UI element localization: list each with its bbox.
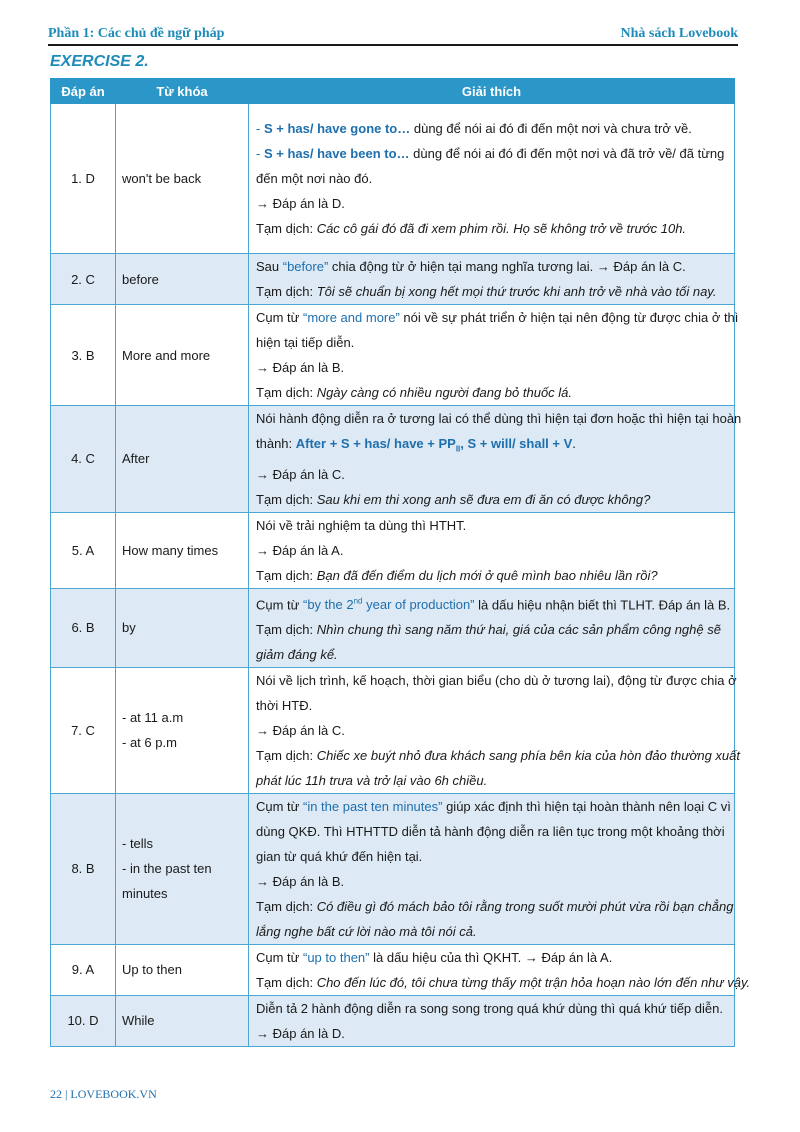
explanation-line [256, 330, 728, 355]
explanation-cell [249, 305, 739, 406]
text-run: . [572, 436, 576, 451]
text-run: nói về sự phát triển ở hiện tại nên động từ được chia ở thì [399, 310, 739, 325]
table-row [51, 305, 735, 406]
explanation-line [256, 768, 728, 793]
table-row [51, 512, 735, 588]
explanation-line [256, 538, 728, 563]
text-run: gian từ quá khứ đến hiện tại. [256, 848, 423, 864]
text-run: “up to then” [303, 949, 370, 965]
text-run: → Đáp án là D. [256, 1025, 345, 1041]
explanation-line [256, 380, 728, 405]
text-run: Sau khi em thi xong anh sẽ đưa em đi ăn có được không? [316, 491, 651, 507]
explanation-cell [249, 406, 742, 513]
text-run: dùng QKĐ. Thì HTHTTD diễn tả hành động diễn ra liên tục trong một khoảng thời [256, 823, 725, 839]
explanation-line [256, 563, 728, 588]
header-explanation: Giải thích [249, 79, 735, 104]
text-run: hiện tại tiếp diễn. [256, 335, 355, 350]
text-run: Tạm dịch: [256, 284, 317, 299]
section-title: Phần 1: Các chủ đề ngữ pháp [48, 26, 225, 41]
explanation-line [256, 919, 728, 944]
text-run: Nói về lịch trình, kế hoạch, thời gian biểu (cho dù ở tương lai), động từ được chia ở [256, 672, 737, 688]
text-run: lắng nghe bất cứ lời nào mà tôi nói cả. [256, 923, 477, 939]
answer-cell: 1. D [51, 104, 116, 254]
table-row [51, 995, 735, 1046]
table-row [51, 588, 735, 667]
keyword-cell [116, 512, 249, 588]
keyword-cell [116, 588, 249, 667]
text-run: thành: [256, 436, 296, 451]
explanation-line [256, 355, 728, 380]
text-run: Tạm dịch: [256, 898, 317, 914]
explanation-line [256, 617, 728, 642]
answer-cell: 6. B [51, 588, 116, 667]
text-run: Tạm dịch: [256, 221, 317, 236]
explanation-line [256, 431, 728, 462]
explanation-line [256, 970, 751, 995]
text-run: dùng để nói ai đó đi đến một nơi và chưa trở về. [410, 121, 692, 136]
answer-cell: 8. B [51, 793, 116, 944]
explanation-line [256, 487, 728, 512]
explanation-cell [249, 104, 735, 254]
text-run: Cụm từ [256, 310, 303, 325]
text-run: After + S + has/ have + $PP_{II}$, S + will/ shall + V [295, 436, 573, 454]
explanation-cell [249, 588, 735, 667]
explanation-line [256, 996, 728, 1021]
explanation-line [256, 743, 740, 768]
text-run: Tạm dịch: [256, 385, 317, 400]
explanation-cell [249, 995, 735, 1046]
text-run: “more and more” [303, 310, 400, 325]
text-run: Tạm dịch: [256, 567, 317, 583]
explanation-cell [249, 512, 735, 588]
explanation-line [256, 254, 728, 279]
keyword-line: minutes [122, 886, 168, 902]
text-run: “in the past ten minutes” [303, 798, 443, 814]
text-run: Nói hành động diễn ra ở tương lai có thể dùng thì hiện tại đơn hoặc thì hiện tại hoàn [256, 411, 742, 426]
keyword-line: won't be back [122, 171, 202, 186]
explanation-line [256, 844, 728, 869]
keyword-cell [116, 104, 249, 254]
answer-cell: 10. D [51, 995, 116, 1046]
keyword-cell [116, 793, 249, 944]
text-run: phát lúc 11h trưa và trở lại vào 6h chiều. [256, 772, 488, 788]
explanation-line [256, 945, 728, 970]
text-run: “before” [282, 259, 329, 274]
text-run: Tôi sẽ chuẩn bị xong hết mọi thứ trước khi anh trở về nhà vào tối nay. [316, 284, 717, 299]
answer-cell: 7. C [51, 667, 116, 793]
text-run: chia động từ ở hiện tại mang nghĩa tương lai. → Đáp án là C. [328, 259, 686, 274]
answer-table [50, 78, 751, 1047]
text-run: Tạm dịch: [256, 747, 317, 763]
keyword-line: After [122, 451, 150, 467]
explanation-cell [249, 944, 751, 995]
explanation-cell [249, 667, 740, 793]
text-run: dùng để nói ai đó đi đến một nơi và đã trở về/ đã từng [409, 146, 725, 161]
text-run: - [256, 121, 264, 136]
text-run: Tạm dịch: [256, 974, 317, 990]
text-run: là dấu hiệu nhận biết thì TLHT. Đáp án là B. [474, 596, 731, 612]
publisher-name: Nhà sách Lovebook [620, 26, 738, 41]
keyword-line: - at 11 a.m [122, 710, 184, 726]
text-run: giảm đáng kể. [256, 646, 338, 662]
header-answer: Đáp án [51, 79, 116, 104]
table-row [51, 944, 735, 995]
text-run: → Đáp án là D. [256, 196, 345, 211]
explanation-line [256, 279, 728, 304]
text-run: Cụm từ [256, 596, 303, 612]
explanation-line [256, 216, 728, 241]
table-row [51, 793, 735, 944]
text-run: Nhìn chung thì sang năm thứ hai, giá của các sản phẩm công nghệ sẽ [316, 621, 721, 637]
explanation-line [256, 819, 728, 844]
text-run: S + has/ have been to… [263, 146, 410, 161]
text-run: là dấu hiệu của thì QKHT. → Đáp án là A. [369, 949, 613, 965]
text-run: thời HTĐ. [256, 697, 313, 713]
explanation-line [256, 406, 742, 431]
explanation-cell [249, 793, 735, 944]
keyword-line: - at 6 p.m [122, 735, 177, 751]
explanation-line [256, 869, 728, 894]
keyword-cell [116, 406, 249, 513]
table-row [51, 667, 735, 793]
table-row [51, 104, 735, 254]
text-run: Tạm dịch: [256, 491, 317, 507]
table-header-row [51, 79, 735, 104]
explanation-line [256, 718, 728, 743]
text-run: → Đáp án là B. [256, 360, 345, 375]
text-run: - [256, 146, 264, 161]
explanation-line [256, 166, 728, 191]
keyword-cell [116, 995, 249, 1046]
keyword-line: by [122, 620, 136, 636]
answer-cell: 2. C [51, 254, 116, 305]
answer-cell: 9. A [51, 944, 116, 995]
table-row [51, 406, 735, 513]
answer-cell: 3. B [51, 305, 116, 406]
keyword-line: before [122, 271, 159, 287]
keyword-line: While [122, 1013, 155, 1029]
explanation-line [256, 1021, 728, 1046]
text-run: Các cô gái đó đã đi xem phim rồi. Họ sẽ không trở về trước 10h. [316, 221, 687, 236]
header-keyword: Từ khóa [116, 79, 249, 104]
text-run: Cụm từ [256, 798, 303, 814]
text-run: Ngày càng có nhiều người đang bỏ thuốc lá. [316, 385, 573, 400]
explanation-line [256, 513, 728, 538]
keyword-cell [116, 944, 249, 995]
explanation-line [256, 668, 737, 693]
explanation-line [256, 589, 731, 617]
explanation-line [256, 305, 739, 330]
text-run: đến một nơi nào đó. [256, 171, 373, 186]
keyword-line: How many times [122, 542, 219, 558]
explanation-line [256, 116, 728, 141]
explanation-line [256, 642, 728, 667]
text-run: → Đáp án là A. [256, 542, 344, 558]
keyword-line: More and more [122, 347, 211, 363]
page-footer: 22 | LOVEBOOK.VN [50, 1087, 157, 1101]
text-run: Sau [256, 259, 283, 274]
keyword-cell [116, 254, 249, 305]
keyword-line: - in the past ten [122, 861, 212, 877]
answer-cell: 5. A [51, 512, 116, 588]
text-run: Cụm từ [256, 949, 303, 965]
keyword-line: - tells [122, 836, 154, 852]
table-body [51, 104, 751, 1047]
text-run: S + has/ have gone to… [263, 121, 411, 136]
table-row [51, 254, 735, 305]
keyword-cell [116, 667, 249, 793]
keyword-line: Up to then [122, 962, 182, 978]
text-run: Bạn đã đến điểm du lịch mới ở quê mình bao nhiêu lần rồi? [316, 567, 658, 583]
text-run: Nói về trải nghiệm ta dùng thì HTHT. [256, 517, 467, 533]
answer-cell: 4. C [51, 406, 116, 513]
text-run: Cho đến lúc đó, tôi chưa từng thấy một trận hỏa hoạn nào lớn đến như vậy. [316, 974, 751, 990]
text-run: → Đáp án là B. [256, 873, 345, 889]
explanation-cell [249, 254, 735, 305]
text-run: giúp xác định thì hiện tại hoàn thành nên loại C vì [442, 798, 731, 814]
text-run: → Đáp án là C. [256, 722, 345, 738]
text-run: Diễn tả 2 hành động diễn ra song song trong quá khứ dùng thì quá khứ tiếp diễn. [256, 1000, 723, 1016]
text-run: Có điều gì đó mách bảo tôi rằng trong suốt mười phút vừa rồi bạn chẳng [316, 898, 734, 914]
explanation-line [256, 141, 728, 166]
explanation-line [256, 191, 728, 216]
text-run: → Đáp án là C. [256, 466, 345, 482]
explanation-line [256, 693, 728, 718]
explanation-line [256, 462, 728, 487]
exercise-title: EXERCISE 2. [50, 53, 149, 70]
text-run: Chiếc xe buýt nhỏ đưa khách sang phía bên kia của hòn đảo thường xuất [316, 747, 740, 763]
explanation-line [256, 894, 734, 919]
text-run: Tạm dịch: [256, 621, 317, 637]
page-header [48, 24, 738, 46]
keyword-cell [116, 305, 249, 406]
explanation-line [256, 794, 731, 819]
text-run: “by the 2nd year of production” [303, 596, 475, 612]
